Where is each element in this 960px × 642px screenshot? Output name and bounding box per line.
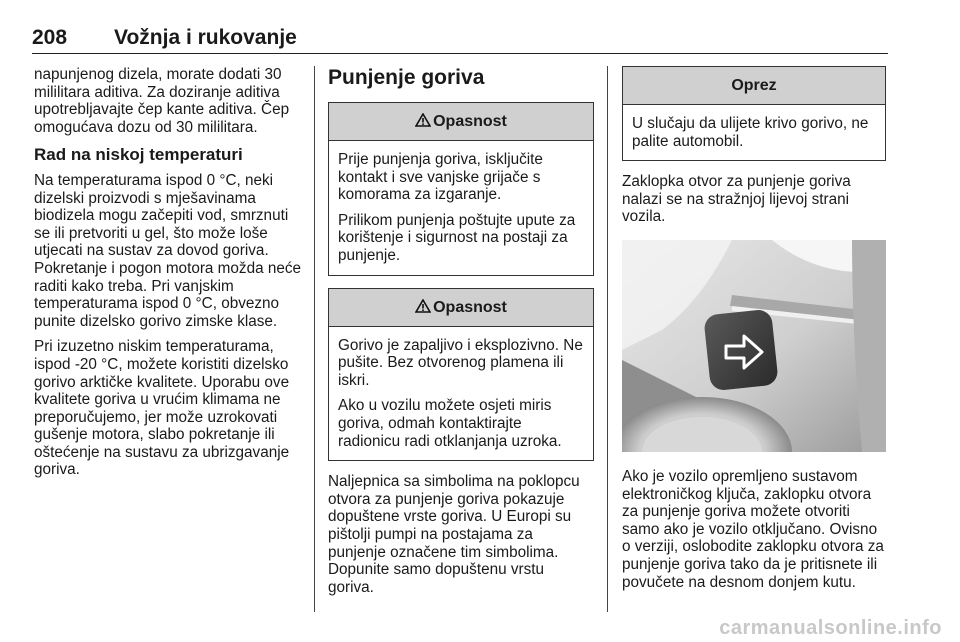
danger-box	[328, 288, 594, 462]
paragraph: Gorivo je zapaljivo i eksplozivno. Ne pušite. Bez otvorenog plamena ili iskri.	[338, 336, 583, 389]
intro-paragraph: napunjenog dizela, morate dodati 30 mililitara aditiva. Za doziranje aditiva upotrebljavajte čep kante aditiva. Čep omogućava dozu od 30 mililitara.	[34, 66, 290, 136]
paragraph: Na temperaturama ispod 0 °C, neki dizelski proizvodi s mješavinama biodizela mogu začepiti vod, smrznuti se ili pretvoriti u gel, što može loše utjecati na sustav za dovod goriva. Pokretanje i pogon motora možda neće raditi kako treba. Pri vanjskim temperaturama ispod 0 °C, obvezno punite dizelsko gorivo zimske klase.	[34, 171, 302, 330]
running-title: Vožnja i rukovanje	[114, 26, 297, 49]
paragraph: Naljepnica sa simbolima na poklopcu otvora za punjenje goriva pokazuje dopuštene vrste goriva. U Europi su pištolji pumpi na postajama za punjenje označene tim simbolima. Dopunite samo dopuštenu vrstu goriva.	[328, 473, 580, 596]
caution-box-header	[623, 67, 885, 105]
paragraph: Prije punjenja goriva, isključite kontakt i sve vanjske grijače s komorama za izgaranje.	[338, 151, 543, 204]
caution-box	[622, 66, 886, 161]
danger-box-header	[329, 103, 593, 141]
danger-box-body	[329, 327, 593, 461]
paragraph: U slučaju da ulijete krivo gorivo, ne palite automobil.	[632, 115, 869, 150]
fuel-flap-illustration	[622, 240, 886, 452]
section-heading: Rad na niskoj temperaturi	[34, 145, 243, 165]
watermark: carmanualsonline.info	[719, 617, 942, 639]
paragraph: Ako u vozilu možete osjeti miris goriva, odmah kontaktirajte radionicu radi otklanjanja uzroka.	[338, 397, 562, 450]
warning-triangle-icon	[415, 113, 431, 127]
fuel-flap-photo	[622, 240, 886, 452]
caution-label: Oprez	[731, 77, 777, 94]
column-divider	[314, 66, 315, 612]
column-left	[34, 66, 302, 487]
danger-box	[328, 102, 594, 276]
column-middle	[328, 66, 594, 604]
column-right	[622, 66, 886, 599]
caution-box-body	[623, 105, 885, 160]
page-number: 208	[32, 26, 68, 49]
page-header	[32, 26, 888, 54]
paragraph: Ako je vozilo opremljeno sustavom elektroničkog ključa, zaklopku otvora za punjenje goriva možete otvoriti samo ako je vozilo otključano. Ovisno o verziji, oslobodite zaklopku otvora za punjenje goriva tako da je pritisnete ili povučete na desnom donjem kutu.	[622, 467, 884, 591]
paragraph: Pri izuzetno niskim temperaturama, ispod -20 °C, možete koristiti dizelsko gorivo arktičke kvalitete. Uporabu ove kvalitete goriva u vrućim klimama ne preporučujemo, jer može uzrokovati gušenje motora, slabo pokretanje ili oštećenje na sustavu za ubrizgavanje goriva.	[34, 338, 290, 479]
danger-box-body	[329, 141, 593, 275]
paragraph: Prilikom punjenja poštujte upute za korištenje i sigurnost na postaji za punjenje.	[338, 211, 576, 264]
section-title: Punjenje goriva	[328, 66, 485, 89]
danger-label: Opasnost	[433, 113, 507, 130]
warning-triangle-icon	[415, 299, 431, 313]
column-divider	[607, 66, 608, 612]
danger-box-header	[329, 289, 593, 327]
paragraph: Zaklopka otvor za punjenje goriva nalazi se na stražnjoj lijevoj strani vozila.	[622, 173, 851, 226]
danger-label: Opasnost	[433, 298, 507, 316]
